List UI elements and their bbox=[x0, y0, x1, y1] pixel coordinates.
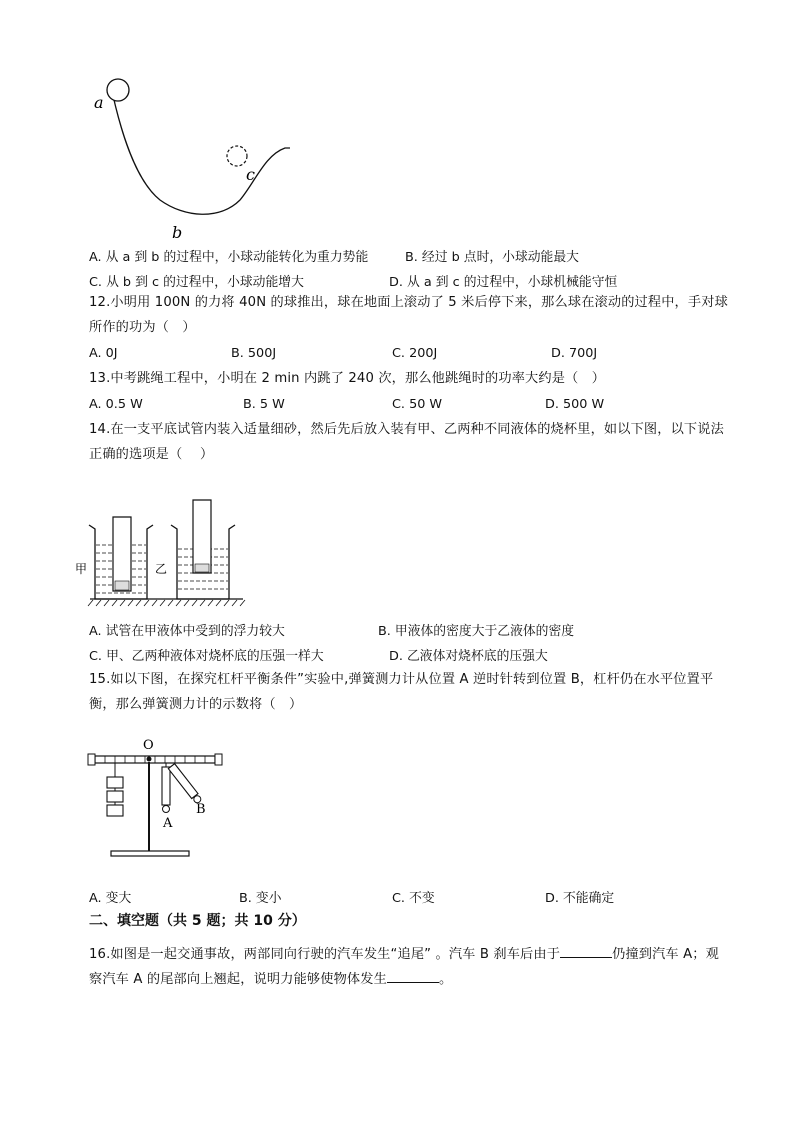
q11-track-figure bbox=[80, 70, 300, 250]
q12-option-d: D. 700J bbox=[551, 346, 598, 361]
q16-question bbox=[89, 942, 729, 992]
q16-text-part3: 。 bbox=[438, 972, 453, 987]
q16-blank-1[interactable] bbox=[560, 945, 612, 958]
stand-base bbox=[111, 851, 189, 856]
label-jia: 甲 bbox=[75, 562, 88, 576]
label-a: A bbox=[163, 816, 173, 831]
test-tube-in-jia bbox=[113, 517, 131, 591]
q15-option-a: A. 变大 bbox=[89, 891, 132, 906]
q13-option-c: C. 50 W bbox=[392, 397, 443, 412]
q14-question: 14.在一支平底试管内装入适量细砂，然后先后放入装有甲、乙两种不同液体的烧杯里，如以下图，以下说法正确的选项是（ ） bbox=[89, 422, 724, 462]
spring-scale-a bbox=[162, 767, 170, 805]
ball-at-a bbox=[107, 79, 129, 101]
q13-option-a: A. 0.5 W bbox=[89, 397, 143, 412]
q12-option-c: C. 200J bbox=[392, 346, 438, 361]
q13-option-b: B. 5 W bbox=[243, 397, 285, 412]
q13-question: 13.中考跳绳工程中，小明在 2 min 内跳了 240 次，那么他跳绳时的功率大约是（ ） bbox=[89, 371, 606, 386]
spring-scale-b bbox=[168, 764, 202, 805]
q14-option-d: D. 乙液体对烧杯底的压强大 bbox=[389, 649, 548, 664]
q13-option-d: D. 500 W bbox=[545, 397, 605, 412]
pivot bbox=[147, 757, 152, 762]
q16-text-part1: 16.如图是一起交通事故，两部同向行驶的汽车发生“追尾” 。汽车 B 刹车后由于 bbox=[89, 947, 561, 962]
label-b: b bbox=[172, 223, 183, 242]
q11-option-a: A. 从 a 到 b 的过程中，小球动能转化为重力势能 bbox=[89, 250, 369, 265]
q11-option-c: C. 从 b 到 c 的过程中，小球动能增大 bbox=[89, 275, 304, 290]
q16-blank-2[interactable] bbox=[387, 970, 439, 983]
q16-text-part2: 仍撞到汽车 A；观察汽车 A 的尾部向上翘起，说明力能够使物体发生 bbox=[89, 947, 719, 987]
q12-question: 12.小明用 100N 的力将 40N 的球推出，球在地面上滚动了 5 米后停下来，那么球在滚动的过程中，手对球所作的功为（ ） bbox=[89, 295, 728, 335]
q14-option-c: C. 甲、乙两种液体对烧杯底的压强一样大 bbox=[89, 649, 324, 664]
ball-at-c-dashed bbox=[227, 146, 247, 166]
q15-option-d: D. 不能确定 bbox=[545, 891, 615, 906]
q11-option-d: D. 从 a 到 c 的过程中，小球机械能守恒 bbox=[389, 275, 618, 290]
section-title-fill-in: 二、填空题（共 5 题；共 10 分） bbox=[89, 913, 306, 929]
label-o: O bbox=[143, 738, 154, 753]
q12-option-b: B. 500J bbox=[231, 346, 277, 361]
q15-option-b: B. 变小 bbox=[239, 891, 282, 906]
q15-lever-figure bbox=[85, 735, 235, 865]
q14-beakers-figure bbox=[75, 495, 250, 610]
label-yi: 乙 bbox=[155, 562, 168, 576]
test-tube-in-yi bbox=[193, 500, 211, 573]
q12-option-a: A. 0J bbox=[89, 346, 118, 361]
label-c: c bbox=[246, 165, 255, 184]
q14-option-a: A. 试管在甲液体中受到的浮力较大 bbox=[89, 624, 285, 639]
q11-option-b: B. 经过 b 点时，小球动能最大 bbox=[405, 250, 579, 265]
q15-question: 15.如以下图，在探究杠杆平衡条件”实验中,弹簧测力计从位置 A 逆时针转到位置 B，杠杆仍在水平位置平衡，那么弹簧测力计的示数将（ ） bbox=[89, 672, 714, 712]
label-a: a bbox=[94, 93, 104, 112]
label-b: B bbox=[196, 802, 206, 817]
q15-option-c: C. 不变 bbox=[392, 891, 435, 906]
q14-option-b: B. 甲液体的密度大于乙液体的密度 bbox=[378, 624, 575, 639]
track-curve bbox=[110, 82, 290, 214]
